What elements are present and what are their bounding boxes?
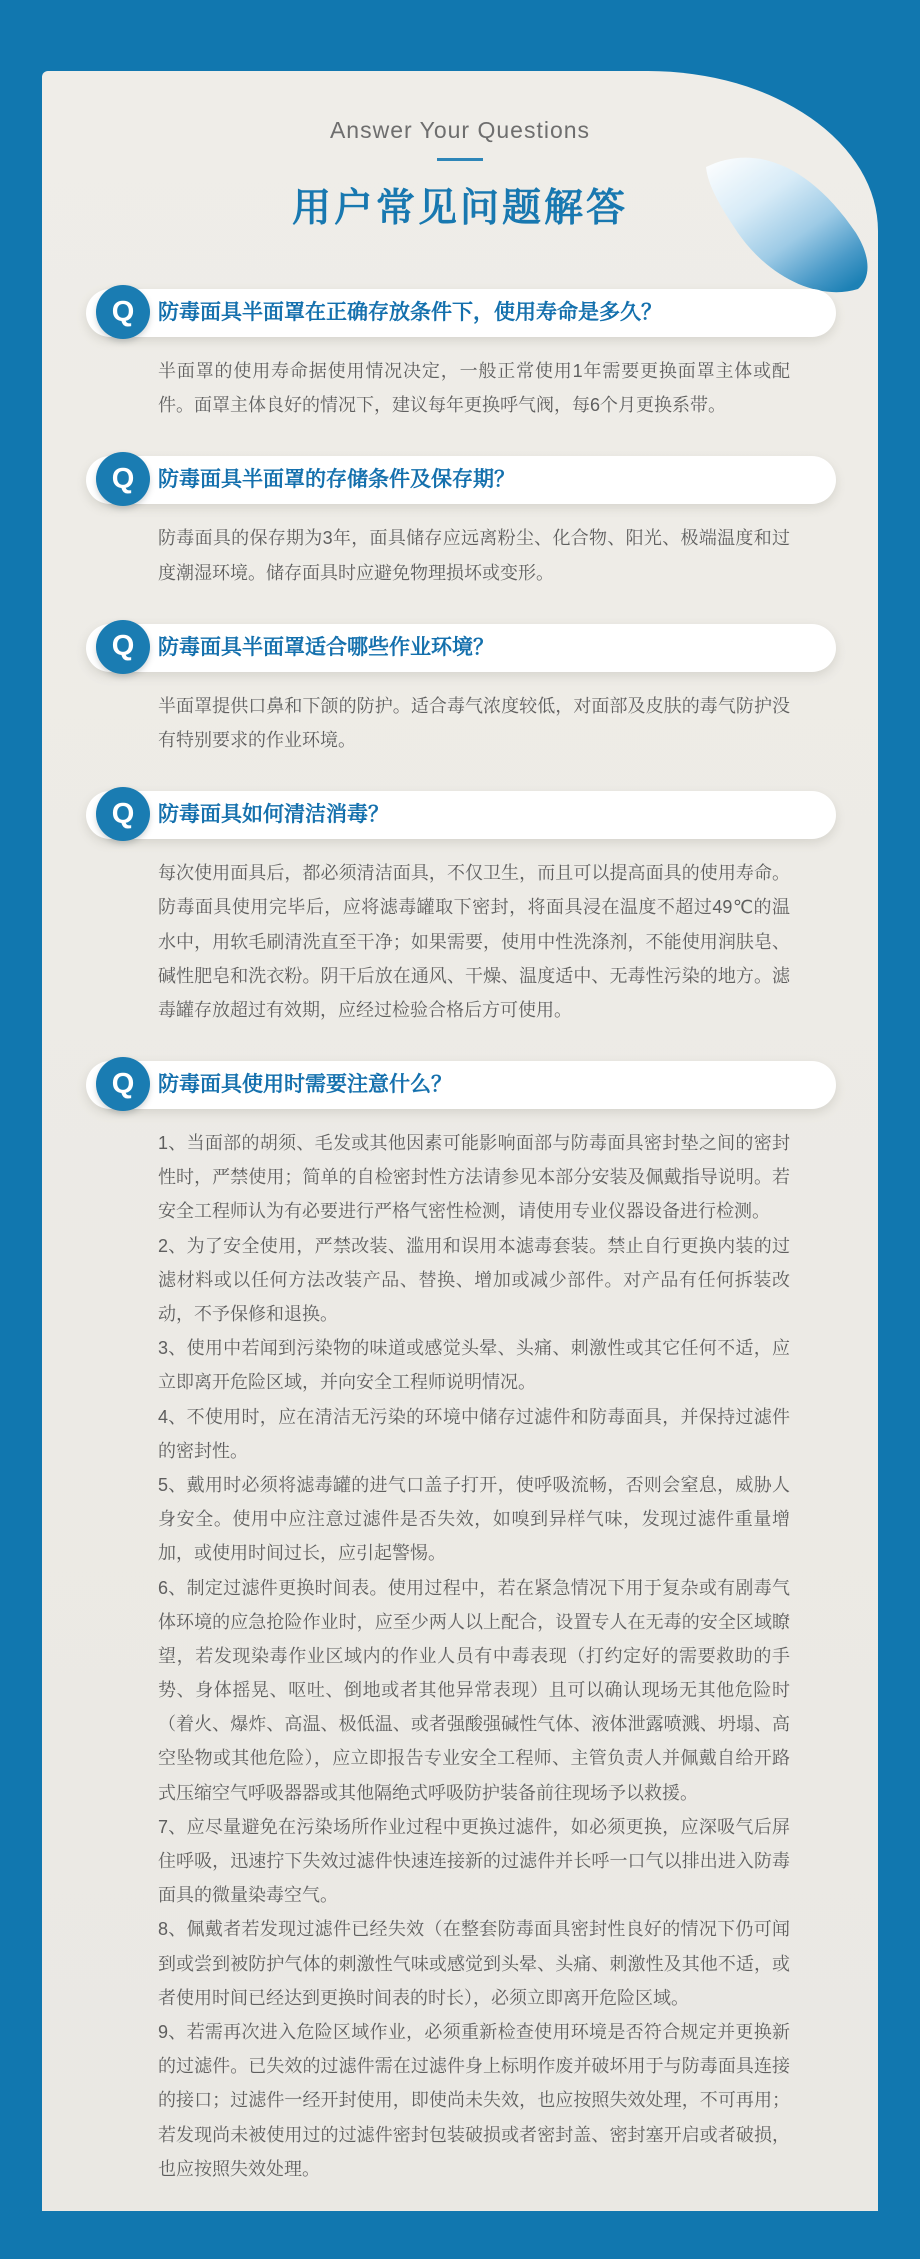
faq-item: [86, 289, 836, 422]
question-badge-icon: Q: [96, 452, 150, 506]
faq-item: [86, 456, 836, 589]
faq-answer: [158, 1126, 790, 2186]
faq-question-bar: [86, 1061, 836, 1109]
faq-item: [86, 624, 836, 757]
faq-answer: [158, 689, 790, 757]
faq-answer: [158, 521, 790, 589]
faq-answer-paragraph: 每次使用面具后，都必须清洁面具，不仅卫生，而且可以提高面具的使用寿命。防毒面具使用完毕后，应将滤毒罐取下密封，将面具浸在温度不超过49℃的温水中，用软毛刷清洗直至干净；如果需要，使用中性洗涤剂，不能使用润肤皂、碱性肥皂和洗衣粉。阴干后放在通风、干燥、温度适中、无毒性污染的地方。滤毒罐存放超过有效期，应经过检验合格后方可使用。: [158, 863, 790, 1020]
faq-question-text: 防毒面具半面罩在正确存放条件下，使用寿命是多久？: [158, 301, 662, 324]
page-title: 用户常见问题解答: [291, 187, 628, 230]
faq-question-text: 防毒面具半面罩的存储条件及保存期？: [158, 468, 515, 492]
question-badge-icon: Q: [96, 620, 150, 674]
faq-answer: [158, 354, 790, 422]
faq-item: [86, 791, 836, 1027]
question-badge-icon: Q: [96, 787, 150, 841]
faq-question-text: 防毒面具如何清洁消毒？: [158, 803, 389, 827]
question-badge-icon: Q: [96, 1057, 150, 1111]
faq-list: [42, 289, 878, 2186]
faq-question-text: 防毒面具半面罩适合哪些作业环境？: [158, 635, 494, 659]
page-curl-icon: [700, 137, 886, 305]
faq-question-text: 防毒面具使用时需要注意什么？: [158, 1073, 452, 1097]
faq-answer-paragraph: 7、应尽量避免在污染场所作业过程中更换过滤件，如必须更换，应深吸气后屏住呼吸，迅速拧下失效过滤件快速连接新的过滤件并长呼一口气以排出进入防毒面具的微量染毒空气。: [158, 1816, 790, 1906]
faq-card: [42, 71, 878, 2211]
faq-question-bar: [86, 289, 836, 337]
faq-answer-paragraph: 1、当面部的胡须、毛发或其他因素可能影响面部与防毒面具密封垫之间的密封性时，严禁使用；简单的自检密封性方法请参见本部分安装及佩戴指导说明。若安全工程师认为有必要进行严格气密性检测，请使用专业仪器设备进行检测。: [158, 1133, 790, 1222]
faq-answer-paragraph: 4、不使用时，应在清洁无污染的环境中储存过滤件和防毒面具，并保持过滤件的密封性。: [158, 1406, 790, 1461]
header-subtitle: Answer Your Questions: [329, 117, 591, 143]
faq-question-bar: [86, 456, 836, 504]
faq-answer-paragraph: 半面罩提供口鼻和下颌的防护。适合毒气浓度较低，对面部及皮肤的毒气防护没有特别要求的作业环境。: [158, 695, 790, 750]
faq-answer-paragraph: 3、使用中若闻到污染物的味道或感觉头晕、头痛、刺激性或其它任何不适，应立即离开危险区域，并向安全工程师说明情况。: [158, 1338, 790, 1393]
faq-answer-paragraph: 半面罩的使用寿命据使用情况决定，一般正常使用1年需要更换面罩主体或配件。面罩主体良好的情况下，建议每年更换呼气阀，每6个月更换系带。: [158, 361, 790, 416]
faq-answer-paragraph: 防毒面具的保存期为3年，面具储存应远离粉尘、化合物、阳光、极端温度和过度潮湿环境。储存面具时应避免物理损坏或变形。: [158, 528, 790, 583]
faq-answer-paragraph: 9、若需再次进入危险区域作业，必须重新检查使用环境是否符合规定并更换新的过滤件。已失效的过滤件需在过滤件身上标明作废并破坏用于与防毒面具连接的接口；过滤件一经开封使用，即使尚未失效，也应按照失效处理，不可再用；若发现尚未被使用过的过滤件密封包装破损或者密封盖、密封塞开启或者破损，也应按照失效处理。: [158, 2021, 790, 2179]
faq-item: [86, 1061, 836, 2186]
question-badge-icon: Q: [96, 285, 150, 339]
faq-answer-paragraph: 5、戴用时必须将滤毒罐的进气口盖子打开，使呼吸流畅，否则会窒息，威胁人身安全。使用中应注意过滤件是否失效，如嗅到异样气味，发现过滤件重量增加，或使用时间过长，应引起警惕。: [158, 1474, 790, 1564]
header-divider: [437, 158, 483, 161]
faq-question-bar: [86, 624, 836, 672]
faq-answer-paragraph: 2、为了安全使用，严禁改装、滥用和误用本滤毒套装。禁止自行更换内装的过滤材料或以任何方法改装产品、替换、增加或减少部件。对产品有任何拆装改动，不予保修和退换。: [158, 1235, 790, 1324]
faq-answer-paragraph: 8、佩戴者若发现过滤件已经失效（在整套防毒面具密封性良好的情况下仍可闻到或尝到被防护气体的刺激性气味或感觉到头晕、头痛、刺激性及其他不适，或者使用时间已经达到更换时间表的时长），必须立即离开危险区域。: [158, 1919, 790, 2008]
faq-answer: [158, 856, 790, 1027]
faq-answer-paragraph: 6、制定过滤件更换时间表。使用过程中，若在紧急情况下用于复杂或有剧毒气体环境的应急抢险作业时，应至少两人以上配合，设置专人在无毒的安全区域瞭望，若发现染毒作业区域内的作业人员有中毒表现（打约定好的需要救助的手势、身体摇晃、呕吐、倒地或者其他异常表现）且可以确认现场无其他危险时（着火、爆炸、高温、极低温、或者强酸强碱性气体、液体泄露喷溅、坍塌、高空坠物或其他危险），应立即报告专业安全工程师、主管负责人并佩戴自给开路式压缩空气呼吸器器或其他隔绝式呼吸防护装备前往现场予以救援。: [158, 1577, 790, 1803]
faq-question-bar: [86, 791, 836, 839]
